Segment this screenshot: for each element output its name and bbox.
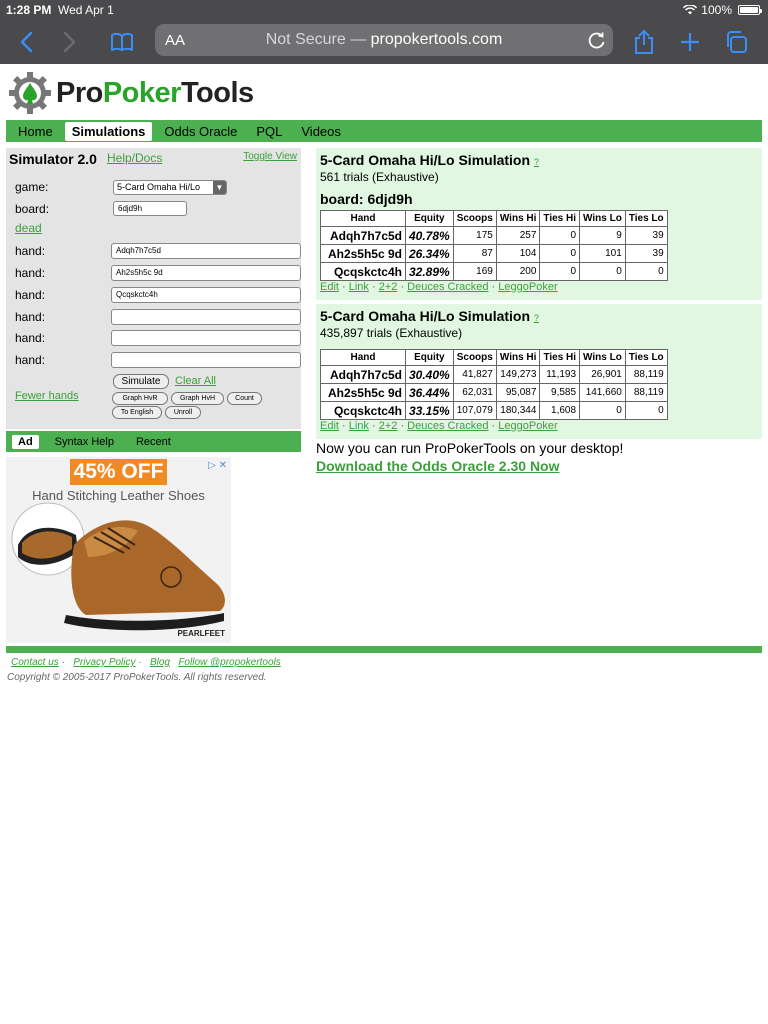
table-cell: 257	[496, 227, 540, 245]
hand-input-5[interactable]	[111, 330, 301, 346]
simulation-result	[316, 148, 762, 300]
hand-label: hand:	[15, 310, 46, 324]
table-cell: 0	[540, 245, 580, 263]
col-header: Scoops	[453, 211, 496, 227]
result-title: 5-Card Omaha Hi/Lo Simulation ?	[320, 152, 539, 168]
nav-simulations[interactable]: Simulations	[65, 122, 153, 141]
table-cell: 41,827	[453, 366, 496, 384]
hand-input-2[interactable]: Ah2s5h5c 9d	[111, 265, 301, 281]
equity-cell: 30.40%	[406, 366, 454, 384]
simulate-button[interactable]: Simulate	[113, 374, 169, 389]
table-cell: 0	[580, 402, 626, 420]
graph-hvr-button[interactable]: Graph HvR	[112, 392, 168, 405]
equity-cell: 40.78%	[406, 227, 454, 245]
footer-divider	[6, 646, 762, 653]
equity-cell: 33.15%	[406, 402, 454, 420]
unroll-button[interactable]: Unroll	[165, 406, 201, 419]
col-header: Scoops	[453, 350, 496, 366]
table-cell: 88,119	[625, 384, 667, 402]
address-bar[interactable]	[155, 24, 613, 56]
ios-status-bar	[0, 0, 768, 20]
wifi-icon	[683, 5, 697, 15]
table-cell: 101	[580, 245, 626, 263]
link-link[interactable]: Link	[348, 420, 369, 432]
deuces-cracked-link[interactable]: Deuces Cracked	[407, 420, 489, 432]
footer-links: Contact us · Privacy Policy · Blog Follow @propokertools	[11, 657, 281, 668]
site-logo[interactable]	[8, 70, 254, 116]
result-trials: 561 trials (Exhaustive)	[320, 170, 439, 184]
ad-title: Hand Stitching Leather Shoes	[32, 488, 205, 503]
table-row	[321, 366, 668, 384]
tabs-icon	[724, 30, 748, 54]
table-cell: 180,344	[496, 402, 540, 420]
fewer-hands-link[interactable]: Fewer hands	[15, 390, 79, 402]
table-cell: 87	[453, 245, 496, 263]
hand-label: hand:	[15, 353, 46, 367]
battery-fill	[740, 7, 758, 13]
table-cell: 0	[540, 263, 580, 281]
table-cell: 175	[453, 227, 496, 245]
reload-icon[interactable]	[587, 30, 607, 50]
status-time: 1:28 PM	[6, 3, 52, 17]
new-tab-button[interactable]	[676, 28, 704, 56]
back-button[interactable]	[12, 28, 40, 56]
equity-cell: 26.34%	[406, 245, 454, 263]
game-label: game:	[15, 180, 49, 194]
table-row	[321, 245, 668, 263]
url-display	[155, 31, 613, 49]
battery-percent: 100%	[701, 3, 732, 17]
hand-input-1[interactable]: Adqh7h7c5d	[111, 243, 301, 259]
board-input[interactable]: 6djd9h	[113, 201, 187, 216]
status-right	[683, 3, 760, 17]
count-button[interactable]: Count	[227, 392, 262, 405]
bookmarks-button[interactable]	[108, 28, 136, 56]
equity-cell: 32.89%	[406, 263, 454, 281]
dropdown-arrow-icon: ▼	[213, 181, 226, 194]
table-cell: 107,079	[453, 402, 496, 420]
blog-link[interactable]: Blog	[149, 657, 170, 668]
table-cell: 141,660	[580, 384, 626, 402]
deuces-cracked-link[interactable]: Deuces Cracked	[407, 281, 489, 293]
col-header: Hand	[321, 350, 406, 366]
hand-label: hand:	[15, 244, 46, 258]
browser-toolbar	[0, 20, 768, 64]
plus-icon	[679, 31, 701, 53]
tab-ad[interactable]: Ad	[12, 435, 39, 449]
table-cell: 0	[625, 263, 667, 281]
side-tabs	[6, 431, 301, 452]
copyright: Copyright © 2005-2017 ProPokerTools. All rights reserved.	[7, 672, 267, 683]
help-link[interactable]: ?	[533, 157, 539, 167]
hand-cell: Ah2s5h5c 9d	[321, 384, 406, 402]
results-table	[320, 349, 668, 420]
hand-input-6[interactable]	[111, 352, 301, 368]
col-header: Ties Lo	[625, 211, 667, 227]
result-links: Edit · Link · 2+2 · Deuces Cracked · LeggoPoker	[320, 420, 558, 432]
tab-recent[interactable]: Recent	[135, 435, 171, 448]
table-cell: 88,119	[625, 366, 667, 384]
table-row	[321, 263, 668, 281]
table-cell: 0	[580, 263, 626, 281]
col-header: Wins Hi	[496, 211, 540, 227]
table-cell: 149,273	[496, 366, 540, 384]
col-header: Ties Hi	[540, 350, 580, 366]
share-button[interactable]	[630, 28, 658, 56]
table-cell: 62,031	[453, 384, 496, 402]
status-date: Wed Apr 1	[58, 3, 114, 17]
table-cell: 200	[496, 263, 540, 281]
tab-syntax-help[interactable]: Syntax Help	[54, 435, 114, 448]
logo-wordmark: ProPokerTools	[56, 76, 254, 109]
help-docs-link[interactable]: Help/Docs	[107, 151, 163, 165]
table-cell: 39	[625, 245, 667, 263]
forward-button[interactable]	[56, 28, 84, 56]
text-size-button[interactable]: AA	[165, 32, 186, 49]
board-label: board:	[15, 202, 50, 216]
nav-videos[interactable]: Videos	[301, 123, 341, 139]
col-header: Equity	[406, 350, 454, 366]
col-header: Wins Hi	[496, 350, 540, 366]
table-cell: 11,193	[540, 366, 580, 384]
table-cell: 9	[580, 227, 626, 245]
col-header: Equity	[406, 211, 454, 227]
edit-link[interactable]: Edit	[320, 420, 339, 432]
help-link[interactable]: ?	[533, 313, 539, 323]
equity-cell: 36.44%	[406, 384, 454, 402]
table-header-row	[321, 350, 668, 366]
ad-discount-badge: 45% OFF	[70, 459, 167, 485]
domain-label: propokertools.com	[370, 31, 503, 48]
nav-odds-oracle[interactable]: Odds Oracle	[164, 123, 238, 139]
privacy-link[interactable]: Privacy Policy	[73, 657, 136, 668]
nav-home[interactable]: Home	[18, 123, 53, 139]
hand-label: hand:	[15, 266, 46, 280]
result-title: 5-Card Omaha Hi/Lo Simulation ?	[320, 308, 539, 324]
col-header: Ties Lo	[625, 350, 667, 366]
table-row	[321, 384, 668, 402]
hand-cell: Qcqskctc4h	[321, 402, 406, 420]
table-cell: 169	[453, 263, 496, 281]
col-header: Ties Hi	[540, 211, 580, 227]
col-header: Wins Lo	[580, 350, 626, 366]
nav-pql[interactable]: PQL	[256, 123, 283, 139]
contact-link[interactable]: Contact us	[11, 657, 59, 668]
graph-hvh-button[interactable]: Graph HvH	[171, 392, 224, 405]
result-trials: 435,897 trials (Exhaustive)	[320, 326, 463, 340]
toggle-view-link[interactable]: Toggle View	[243, 151, 297, 162]
battery-icon	[738, 5, 760, 15]
ad-choices-icon[interactable]: ▷ ✕	[208, 460, 227, 471]
table-cell: 104	[496, 245, 540, 263]
download-link[interactable]: Download the Odds Oracle 2.30 Now	[316, 458, 560, 474]
game-select[interactable]: 5-Card Omaha Hi/Lo ▼	[113, 180, 227, 195]
table-cell: 39	[625, 227, 667, 245]
hand-cell: Qcqskctc4h	[321, 263, 406, 281]
table-row	[321, 227, 668, 245]
shoe-image	[6, 457, 231, 643]
tabs-button[interactable]	[722, 28, 750, 56]
chevron-right-icon	[63, 31, 77, 53]
hand-cell: Adqh7h7c5d	[321, 366, 406, 384]
table-cell: 26,901	[580, 366, 626, 384]
chevron-left-icon	[19, 31, 33, 53]
advertisement[interactable]	[6, 457, 231, 643]
col-header: Wins Lo	[580, 211, 626, 227]
result-links: Edit · Link · 2+2 · Deuces Cracked · LeggoPoker	[320, 281, 558, 293]
results-table	[320, 210, 668, 281]
edit-link[interactable]: Edit	[320, 281, 339, 293]
table-cell: 0	[540, 227, 580, 245]
book-icon	[110, 32, 134, 52]
hand-input-4[interactable]	[111, 309, 301, 325]
clear-all-link[interactable]: Clear All	[175, 375, 216, 387]
twoplustwo-link[interactable]: 2+2	[378, 281, 398, 293]
simulator-panel	[6, 148, 301, 429]
table-cell: 0	[625, 402, 667, 420]
leggopoker-link[interactable]: LeggoPoker	[498, 420, 558, 432]
hand-label: hand:	[15, 331, 46, 345]
hand-input-3[interactable]: Qcqskctc4h	[111, 287, 301, 303]
link-link[interactable]: Link	[348, 281, 369, 293]
table-row	[321, 402, 668, 420]
hand-cell: Ah2s5h5c 9d	[321, 245, 406, 263]
ad-brand: PEARLFEET	[177, 629, 225, 638]
main-nav	[6, 120, 762, 142]
share-icon	[633, 29, 655, 55]
result-board: board: 6djd9h	[320, 191, 413, 207]
hand-cell: Adqh7h7c5d	[321, 227, 406, 245]
simulation-result	[316, 304, 762, 439]
table-cell: 9,585	[540, 384, 580, 402]
simulator-title: Simulator 2.0	[9, 151, 97, 167]
security-label: Not Secure —	[265, 31, 367, 48]
table-header-row	[321, 211, 668, 227]
twoplustwo-link[interactable]: 2+2	[378, 420, 398, 432]
twitter-link[interactable]: Follow @propokertools	[178, 657, 281, 668]
promo-text: Now you can run ProPokerTools on your desktop!	[316, 440, 624, 456]
col-header: Hand	[321, 211, 406, 227]
leggopoker-link[interactable]: LeggoPoker	[498, 281, 558, 293]
dead-link[interactable]: dead	[15, 221, 42, 235]
table-cell: 95,087	[496, 384, 540, 402]
table-cell: 1,608	[540, 402, 580, 420]
to-english-button[interactable]: To English	[112, 406, 162, 419]
hand-label: hand:	[15, 288, 46, 302]
gear-logo-icon	[8, 71, 52, 115]
